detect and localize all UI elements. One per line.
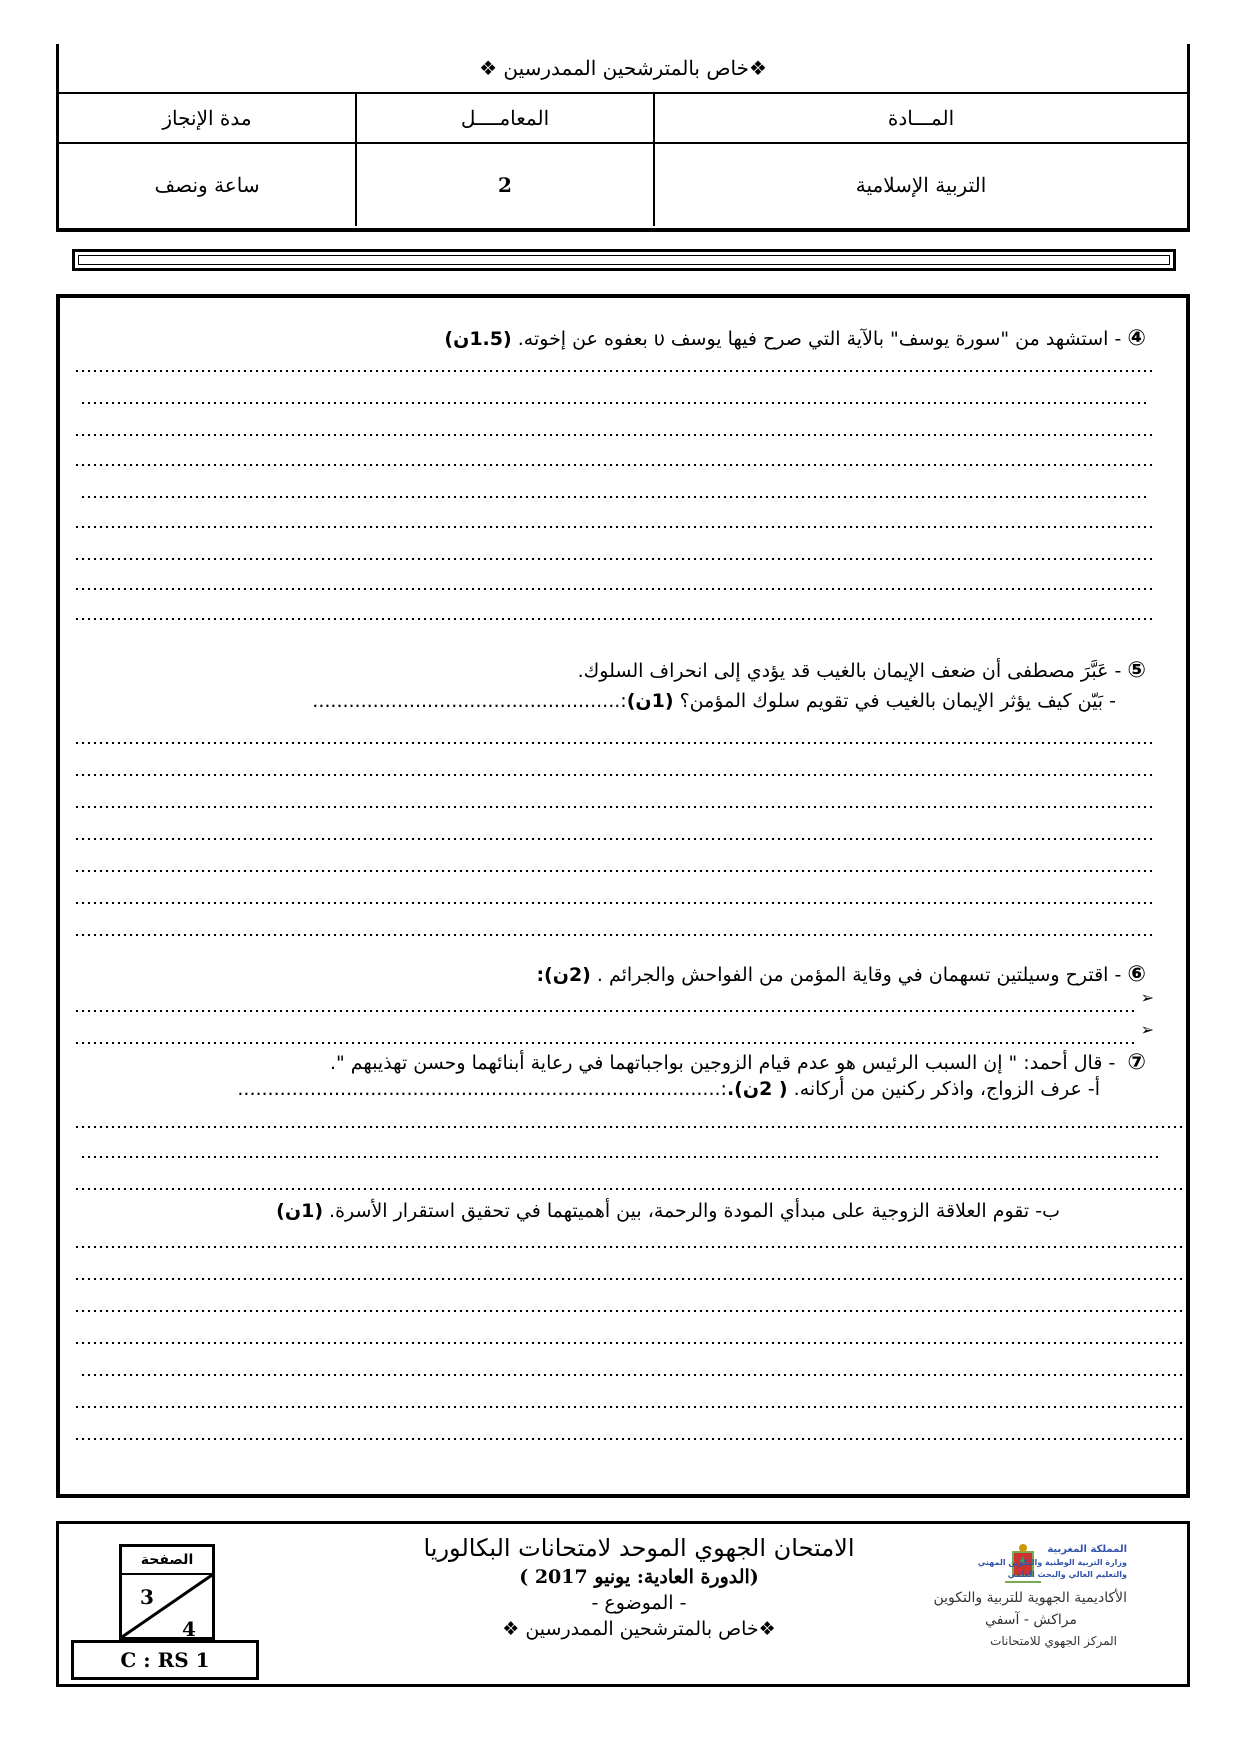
footer-banner: ❖خاص بالمترشحين الممدرسين ❖ <box>502 1618 776 1640</box>
answer-line[interactable] <box>74 742 1154 744</box>
answer-line[interactable] <box>74 806 1154 808</box>
page-divider-icon <box>122 1575 212 1637</box>
question-6 <box>536 962 1146 987</box>
question-7 <box>330 1050 1146 1075</box>
header-values-row <box>59 144 1187 226</box>
question-points: (1.5ن) <box>444 328 512 350</box>
answer-line[interactable] <box>80 402 1150 404</box>
answer-line[interactable] <box>74 370 1154 372</box>
logo-line: الأكاديمية الجهوية للتربية والتكوين <box>933 1590 1127 1606</box>
answer-line[interactable] <box>74 464 1154 466</box>
question-points: (2ن): <box>536 964 591 986</box>
answer-line[interactable] <box>74 1126 1184 1128</box>
subject-label: المـــادة <box>653 94 1187 142</box>
question-text: ب- تقوم العلاقة الزوجية على مبدأي المودة والرحمة، بين أهميتهما في تحقيق استقرار الأسرة. <box>329 1200 1060 1222</box>
answer-line[interactable] <box>74 434 1154 436</box>
exam-part: - الموضوع - <box>591 1592 687 1614</box>
question-text: أ- عرف الزواج، واذكر ركنين من أركانه. <box>793 1078 1100 1100</box>
logo-line: المركز الجهوي للامتحانات <box>990 1634 1117 1648</box>
question-number: ⑤ <box>1127 658 1146 683</box>
question-text: - عَبَّرَ مصطفى أن ضعف الإيمان بالغيب قد يؤدي إلى انحراف السلوك. <box>577 660 1122 682</box>
bullet-arrow-icon: ➢ <box>1140 1020 1154 1039</box>
bullet-arrow-icon: ➢ <box>1140 988 1154 1007</box>
logo-line: مراكش - آسفي <box>985 1612 1077 1628</box>
answer-line[interactable] <box>74 934 1154 936</box>
answer-line[interactable] <box>74 1010 1138 1012</box>
questions-frame <box>56 294 1190 1498</box>
answer-line[interactable] <box>80 1156 1160 1158</box>
question-5 <box>578 658 1146 683</box>
question-text: - اقترح وسيلتين تسهمان في وقاية المؤمن من الفواحش والجرائم . <box>596 964 1122 986</box>
page-number-box <box>119 1544 215 1640</box>
answer-line[interactable] <box>74 838 1154 840</box>
exam-session: (الدورة العادية: يونيو 2017 ) <box>519 1566 759 1588</box>
question-4 <box>444 326 1146 351</box>
question-5-sub <box>312 690 1116 712</box>
duration-label: مدة الإنجاز <box>162 106 252 130</box>
coefficient-value: 2 <box>355 144 653 226</box>
logo-line: وزارة التربية الوطنية والتكوين المهني <box>977 1558 1127 1567</box>
duration-value: ساعة ونصف <box>154 173 260 197</box>
coefficient-label: المعامــــل <box>355 94 653 142</box>
answer-line[interactable] <box>74 1042 1138 1044</box>
inline-answer-dots[interactable]: :................................................... <box>312 690 627 712</box>
answer-line[interactable] <box>74 774 1154 776</box>
answer-line[interactable] <box>74 618 1154 620</box>
header-labels-row <box>59 94 1187 144</box>
question-points: (1ن) <box>276 1200 323 1222</box>
logo-line: المملكة المغربية <box>1047 1544 1127 1555</box>
question-points: ( 2ن). <box>726 1078 788 1100</box>
answer-line[interactable] <box>74 1246 1184 1248</box>
answer-line[interactable] <box>74 588 1154 590</box>
question-number: ④ <box>1127 326 1146 351</box>
question-7b <box>276 1200 1060 1222</box>
footer-center <box>399 1534 879 1640</box>
inline-answer-dots[interactable]: :......................................... <box>472 1078 727 1100</box>
exam-title: الامتحان الجهوي الموحد لامتحانات البكالوريا <box>423 1534 855 1562</box>
question-number: ⑦ <box>1127 1050 1146 1075</box>
ministry-logo <box>917 1540 1127 1680</box>
exam-footer <box>56 1521 1190 1687</box>
answer-line[interactable] <box>74 526 1154 528</box>
question-points: (1ن) <box>626 690 674 712</box>
answer-line[interactable] <box>74 558 1154 560</box>
answer-line[interactable] <box>74 1342 1184 1344</box>
answer-line[interactable] <box>80 1374 1184 1376</box>
page-total: 4 <box>182 1617 196 1641</box>
question-7a: أ- عرف الزواج، واذكر ركنين من أركانه. ( 2ن).:................................................................................ <box>237 1078 1100 1100</box>
answer-line[interactable] <box>74 1188 1184 1190</box>
question-number: ⑥ <box>1127 962 1146 987</box>
candidates-banner: ❖خاص بالمترشحين الممدرسين ❖ <box>59 44 1187 94</box>
answer-line[interactable] <box>74 1438 1184 1440</box>
question-text: - قال أحمد: " إن السبب الرئيس هو عدم قيام الزوجين بواجباتهما في رعاية أبنائهما وحسن تهذيبهم ". <box>329 1052 1122 1074</box>
page-current: 3 <box>140 1585 154 1609</box>
page-label: الصفحة <box>122 1547 212 1575</box>
question-text: - بَيّن كيف يؤثر الإيمان بالغيب في تقويم سلوك المؤمن؟ <box>679 690 1116 712</box>
answer-line[interactable] <box>74 1406 1184 1408</box>
question-text: - استشهد من "سورة يوسف" بالآية التي صرح فيها يوسف υ بعفوه عن إخوته. <box>517 328 1122 350</box>
exam-code: C : RS 1 <box>71 1640 259 1680</box>
answer-line[interactable] <box>80 496 1150 498</box>
exam-header-table <box>56 44 1190 232</box>
answer-line[interactable] <box>74 870 1154 872</box>
decorative-separator <box>72 249 1176 271</box>
logo-line: والتعليم العالي والبحث العلمي <box>1007 1570 1127 1579</box>
answer-line[interactable] <box>74 1278 1184 1280</box>
answer-line[interactable] <box>74 1310 1188 1312</box>
subject-value: التربية الإسلامية <box>653 144 1187 226</box>
answer-line[interactable] <box>74 902 1154 904</box>
